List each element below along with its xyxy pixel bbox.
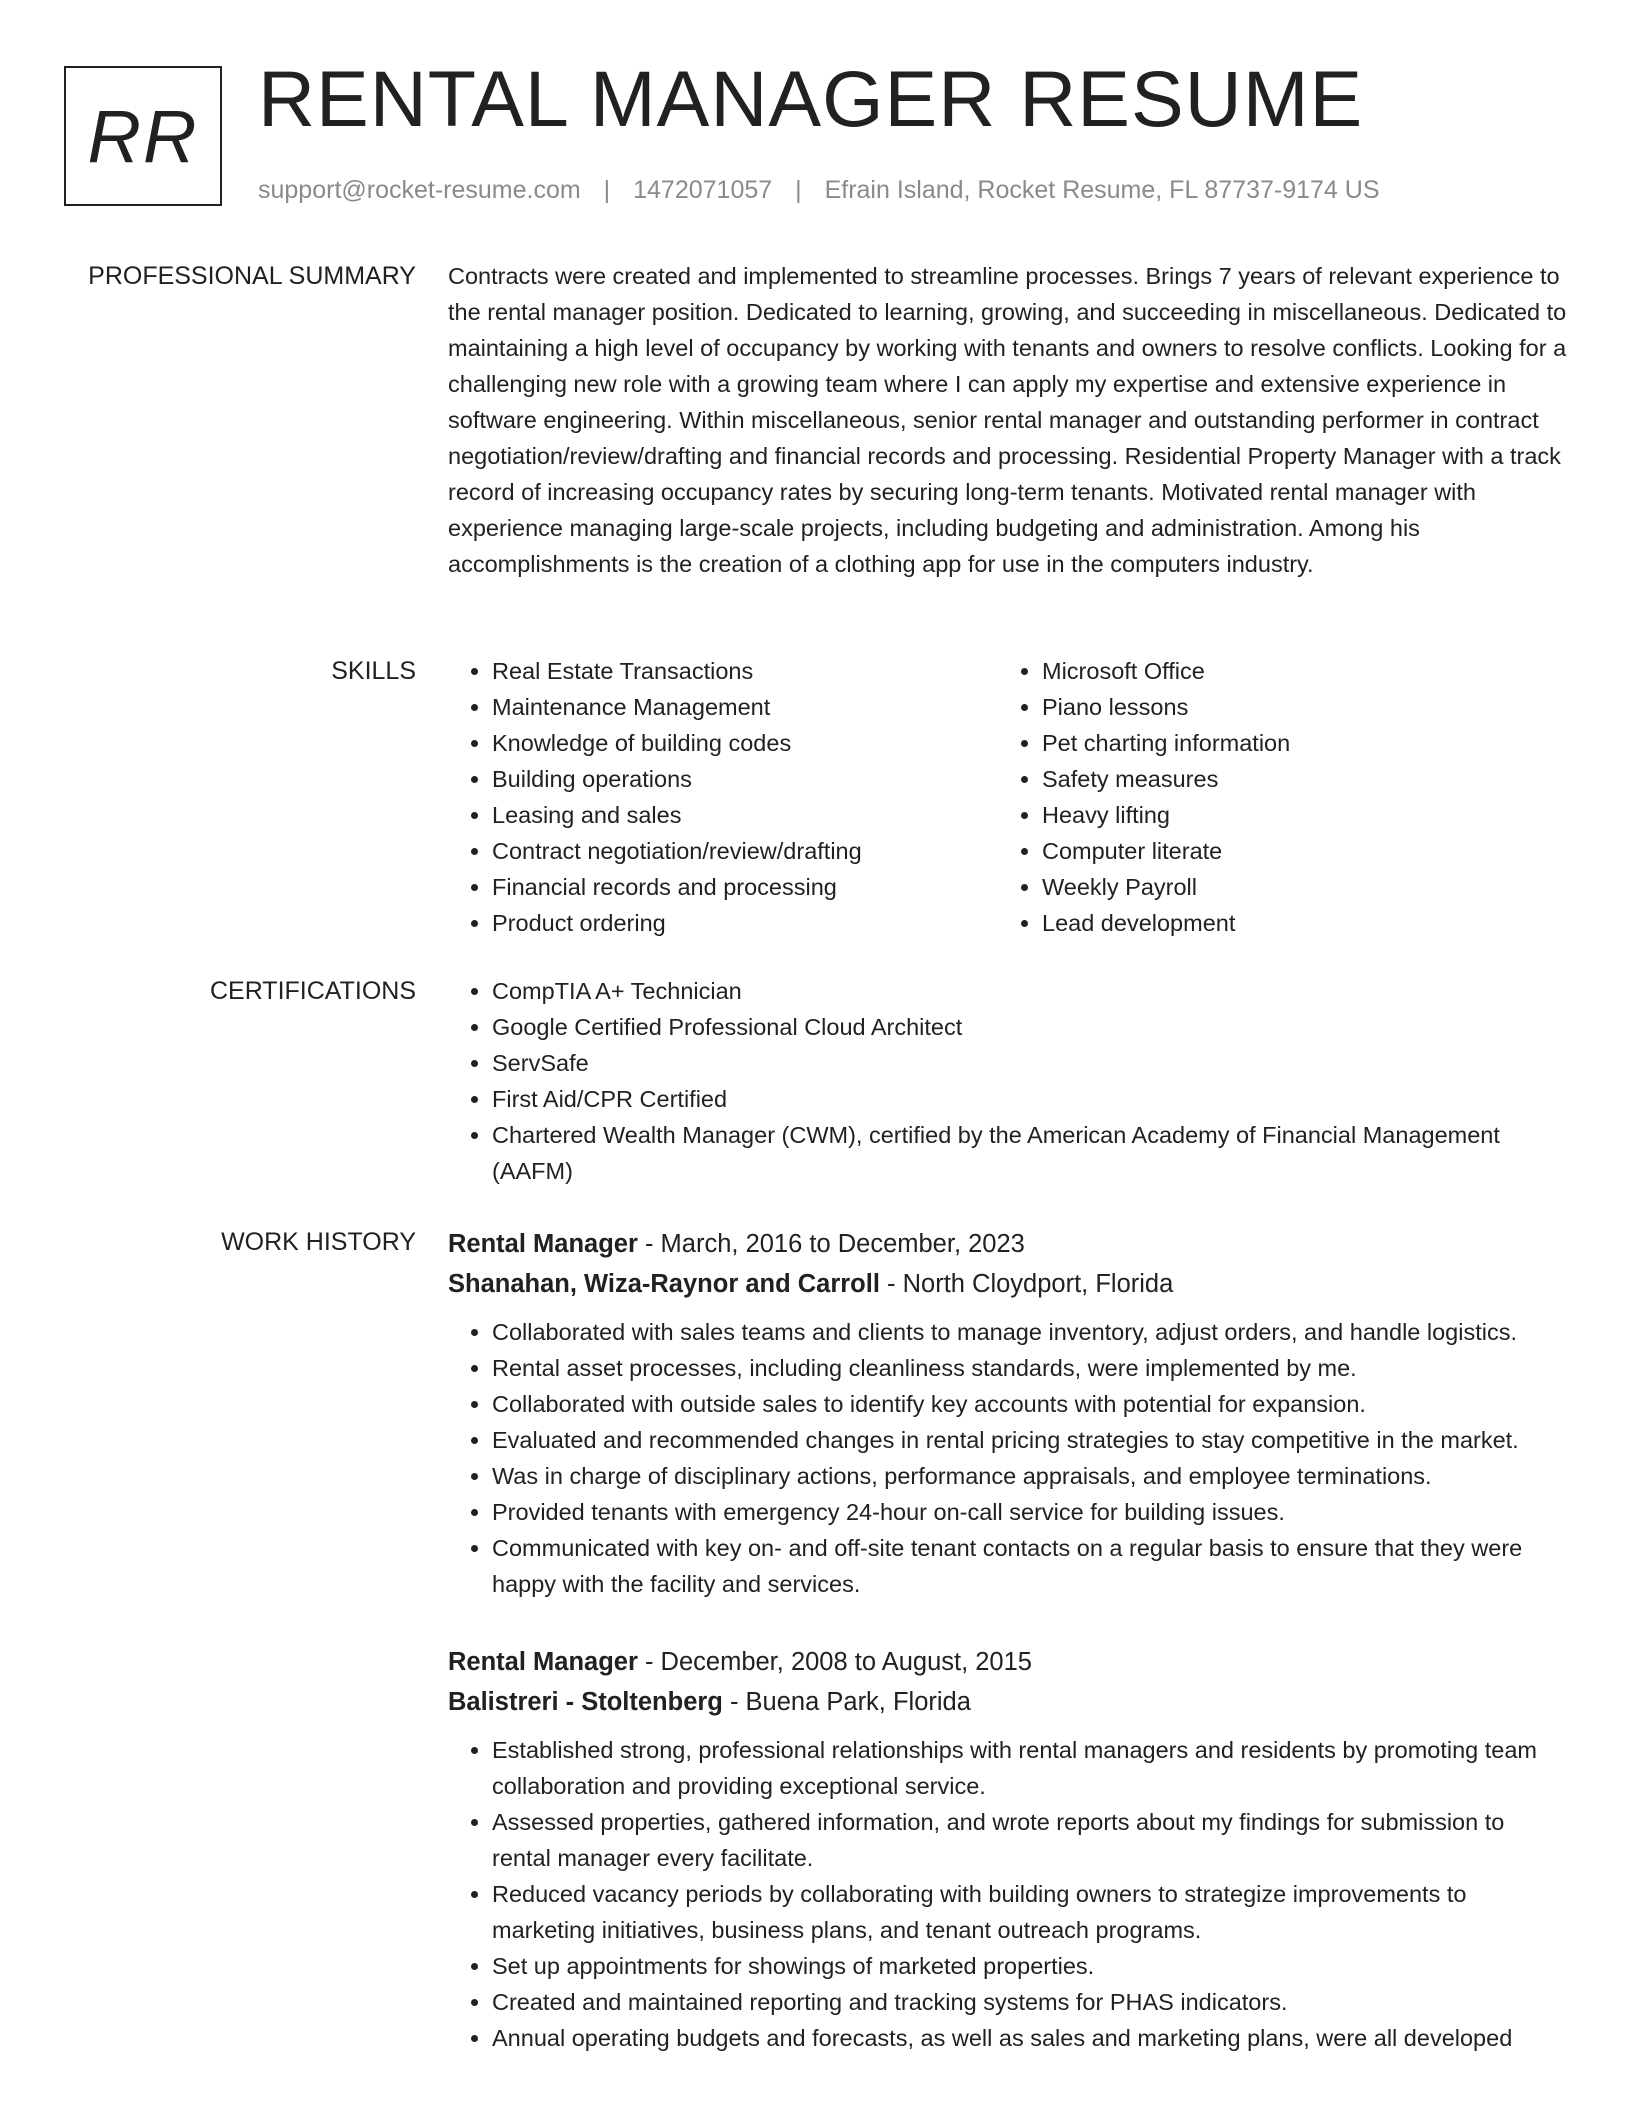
job-bullet: • Communicated with key on- and off-site tenant contacts on a regular basis to ensure that they were happy with the facility and services. [492,1530,1568,1602]
job-bullet: • Rental asset processes, including cleanliness standards, were implemented by me. [492,1350,1568,1386]
certifications-list [448,973,1568,1189]
certification-item: • Google Certified Professional Cloud Architect [492,1009,1568,1045]
skill-item: • Financial records and processing [492,869,998,905]
skills-heading: SKILLS [331,657,416,685]
job-company-line [448,1264,1568,1304]
skills-list-right [998,653,1548,941]
certifications-heading: CERTIFICATIONS [209,977,416,1005]
skill-item: • Piano lessons [1042,689,1548,725]
job-title: Rental Manager [448,1230,638,1258]
contact-address: Efrain Island, Rocket Resume, FL 87737-9174 US [824,176,1380,204]
skill-item: • Microsoft Office [1042,653,1548,689]
job-bullet-list [448,1732,1568,2056]
skill-item: • Maintenance Management [492,689,998,725]
job-bullet: • Annual operating budgets and forecasts, as well as sales and marketing plans, were all developed [492,2020,1568,2056]
contact-phone[interactable]: 1472071057 [633,176,773,204]
job-title-line [448,1642,1568,1682]
skill-item: • Computer literate [1042,833,1548,869]
job-dates: - December, 2008 to August, 2015 [637,1648,1032,1676]
summary-text: Contracts were created and implemented to streamline processes. Brings 7 years of relevant experience to the rental manager position. Dedicated to learning, growing, and succeeding in miscellaneous. Dedicated to maintaining a high level of occupancy by working with tenants and owners to resolve conflicts. Looking for a challenging new role with a growing team where I can apply my expertise and extensive experience in software engineering. Within miscellaneous, senior rental manager and outstanding performer in contract negotiation/review/drafting and financial records and processing. Residential Property Manager with a track record of increasing occupancy rates by securing long-term tenants. Motivated rental manager with experience managing large-scale projects, including budgeting and administration. Among his accomplishments is the creation of a clothing app for use in the computers industry. [448,263,1567,577]
summary-body [448,258,1568,582]
work-history-body [448,1224,1568,2056]
skill-item: • Contract negotiation/review/drafting [492,833,998,869]
contact-line [258,174,1380,206]
job-bullet: • Established strong, professional relationships with rental managers and residents by promoting team collaboration and providing exceptional service. [492,1732,1568,1804]
certification-item: • ServSafe [492,1045,1568,1081]
job-title: Rental Manager [448,1648,638,1676]
job-bullet-list [448,1314,1568,1602]
job-bullet: • Set up appointments for showings of marketed properties. [492,1948,1568,1984]
job-entry [448,1224,1568,1602]
certification-item: • First Aid/CPR Certified [492,1081,1568,1117]
resume-title: RENTAL MANAGER RESUME [258,54,1364,143]
skill-item: • Weekly Payroll [1042,869,1548,905]
skill-item: • Heavy lifting [1042,797,1548,833]
job-bullet: • Collaborated with outside sales to identify key accounts with potential for expansion. [492,1386,1568,1422]
contact-separator: | [795,176,802,204]
job-location: - North Cloydport, Florida [879,1270,1174,1298]
job-location: - Buena Park, Florida [722,1688,971,1716]
skill-item: • Knowledge of building codes [492,725,998,761]
job-bullet: • Was in charge of disciplinary actions, performance appraisals, and employee terminations. [492,1458,1568,1494]
skill-item: • Real Estate Transactions [492,653,998,689]
job-bullet: • Collaborated with sales teams and clients to manage inventory, adjust orders, and handle logistics. [492,1314,1568,1350]
job-bullet: • Assessed properties, gathered information, and wrote reports about my findings for submission to rental manager every facilitate. [492,1804,1568,1876]
monogram-logo [64,66,222,206]
job-bullet: • Evaluated and recommended changes in rental pricing strategies to stay competitive in the market. [492,1422,1568,1458]
skill-item: • Pet charting information [1042,725,1548,761]
job-bullet: • Reduced vacancy periods by collaborating with building owners to strategize improvements to marketing initiatives, business plans, and tenant outreach programs. [492,1876,1568,1948]
job-company-line [448,1682,1568,1722]
certification-item: • Chartered Wealth Manager (CWM), certified by the American Academy of Financial Management (AAFM) [492,1117,1568,1189]
skill-item: • Leasing and sales [492,797,998,833]
skills-body [448,653,1568,941]
job-company: Shanahan, Wiza-Raynor and Carroll [448,1270,880,1298]
skills-list-left [448,653,998,941]
job-company: Balistreri - Stoltenberg [448,1688,723,1716]
job-bullet: • Provided tenants with emergency 24-hour on-call service for building issues. [492,1494,1568,1530]
certifications-body [448,973,1568,1189]
contact-separator: | [603,176,611,204]
skill-item: • Safety measures [1042,761,1548,797]
skill-item: • Building operations [492,761,998,797]
skill-item: • Lead development [1042,905,1548,941]
certification-item: • CompTIA A+ Technician [492,973,1568,1009]
contact-email[interactable]: support@rocket-resume.com [258,176,581,204]
monogram-initials: RR [87,94,199,178]
job-dates: - March, 2016 to December, 2023 [637,1230,1025,1258]
job-entry [448,1642,1568,2056]
summary-heading: PROFESSIONAL SUMMARY [88,262,416,290]
job-bullet: • Created and maintained reporting and tracking systems for PHAS indicators. [492,1984,1568,2020]
work-history-heading: WORK HISTORY [221,1228,416,1256]
job-title-line [448,1224,1568,1264]
skill-item: • Product ordering [492,905,998,941]
